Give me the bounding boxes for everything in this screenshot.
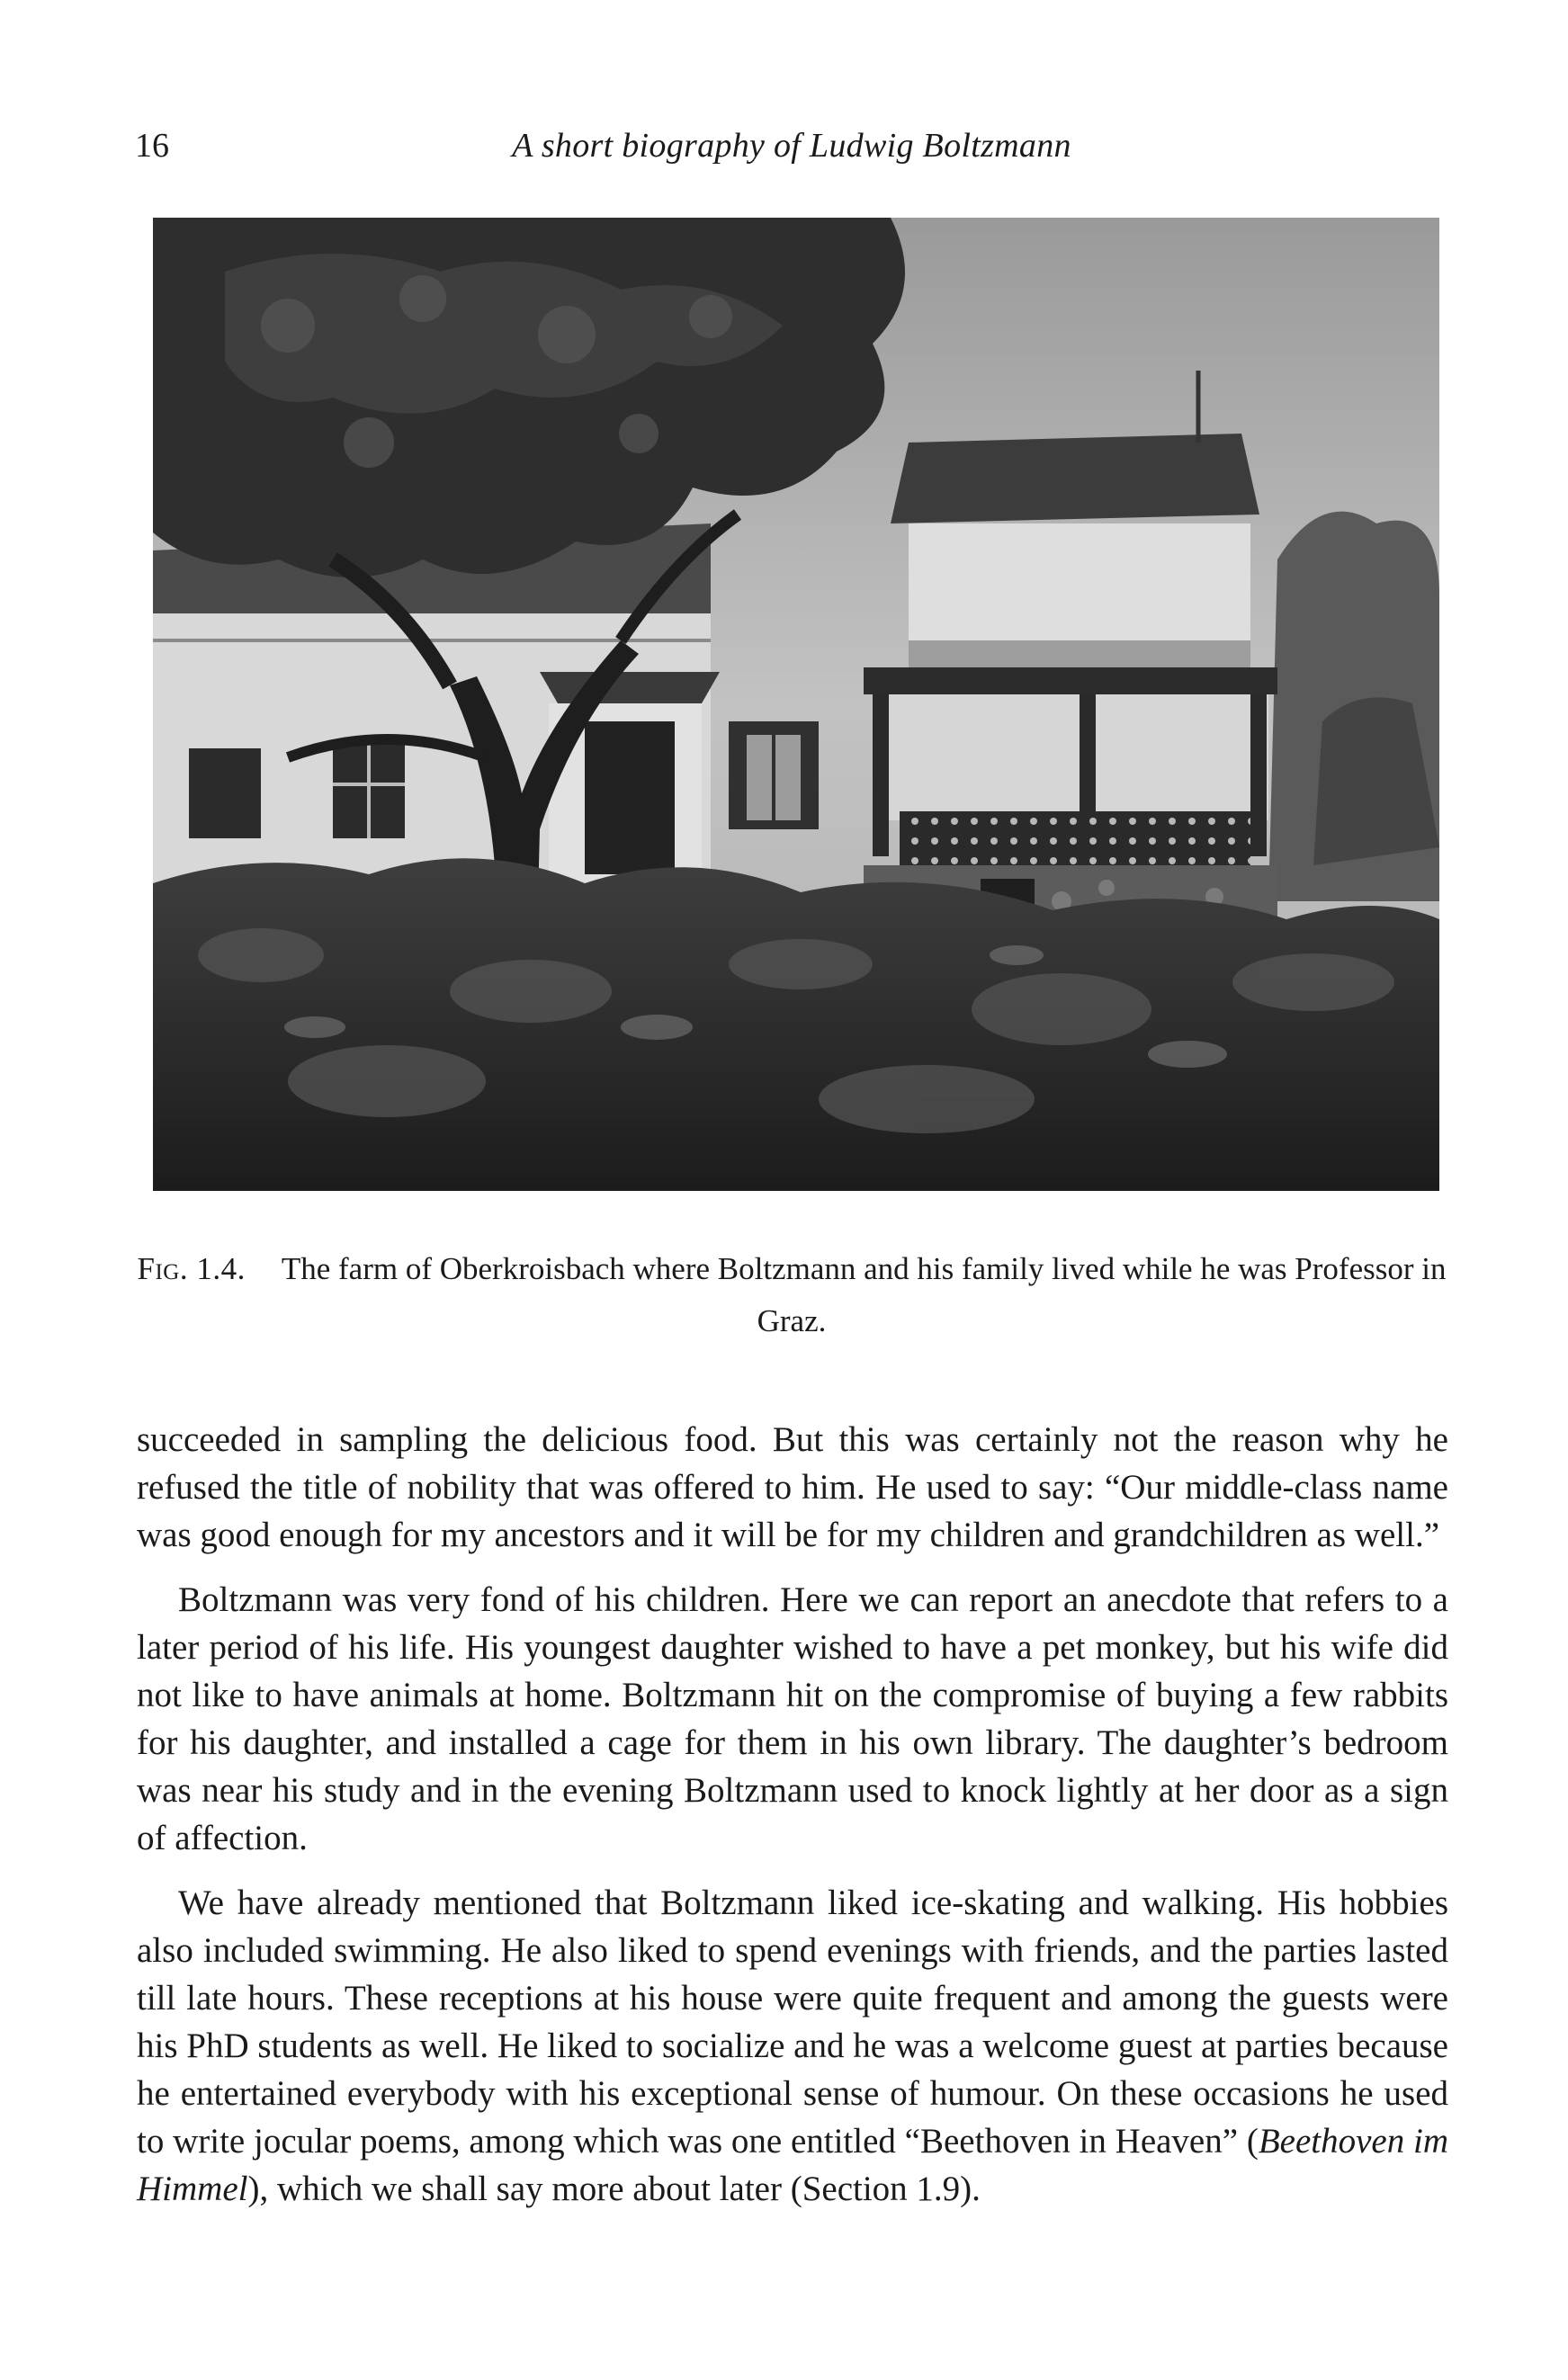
figure-label: Fig. 1.4.	[137, 1251, 246, 1286]
figure-caption-text: The farm of Oberkroisbach where Boltzmann and his family lived while he was Professor in Graz.	[281, 1251, 1447, 1338]
paragraph-3-text-a: We have already mentioned that Boltzmann liked ice-skating and walking. His hobbies also included swimming. He also liked to spend evenings with friends, and the parties lasted till late hours. These receptions at his house were quite frequent and among the guests were his PhD students as well. He liked to socialize and he was a welcome guest at parties because he entertained everybody with his exceptional sense of humour. On these occasions he used to write jocular poems, among which was one entitled “Beethoven in Heaven” (	[137, 1883, 1448, 2161]
paragraph-3-text-b: ), which we shall say more about later (Section 1.9).	[247, 2170, 981, 2208]
page-number: 16	[135, 127, 169, 165]
body-text	[137, 1416, 1448, 2230]
farmhouse-photo-illustration	[153, 218, 1439, 1191]
paragraph-1: succeeded in sampling the delicious food. But this was certainly not the reason why he refused the title of nobility that was offered to him. He used to say: “Our middle-class name was good enough for my ancestors and it will be for my children and grandchildren as well.”	[137, 1420, 1448, 1554]
farmhouse-photograph	[153, 218, 1439, 1191]
figure-caption	[135, 1243, 1448, 1347]
paragraph-2: Boltzmann was very fond of his children. Here we can report an anecdote that refers to a later period of his life. His youngest daughter wished to have a pet monkey, but his wife did not like to have animals at home. Boltzmann hit on the compromise of buying a few rabbits for his daughter, and installed a cage for them in his own library. The daughter’s bedroom was near his study and in the evening Boltzmann used to knock lightly at her door as a sign of affection.	[137, 1580, 1448, 1857]
paragraph-3	[137, 1879, 1448, 2213]
running-head	[135, 126, 1448, 171]
paragraph-3-italic-title: Beethoven im Himmel	[137, 2122, 1449, 2208]
running-title: A short biography of Ludwig Boltzmann	[512, 127, 1071, 165]
